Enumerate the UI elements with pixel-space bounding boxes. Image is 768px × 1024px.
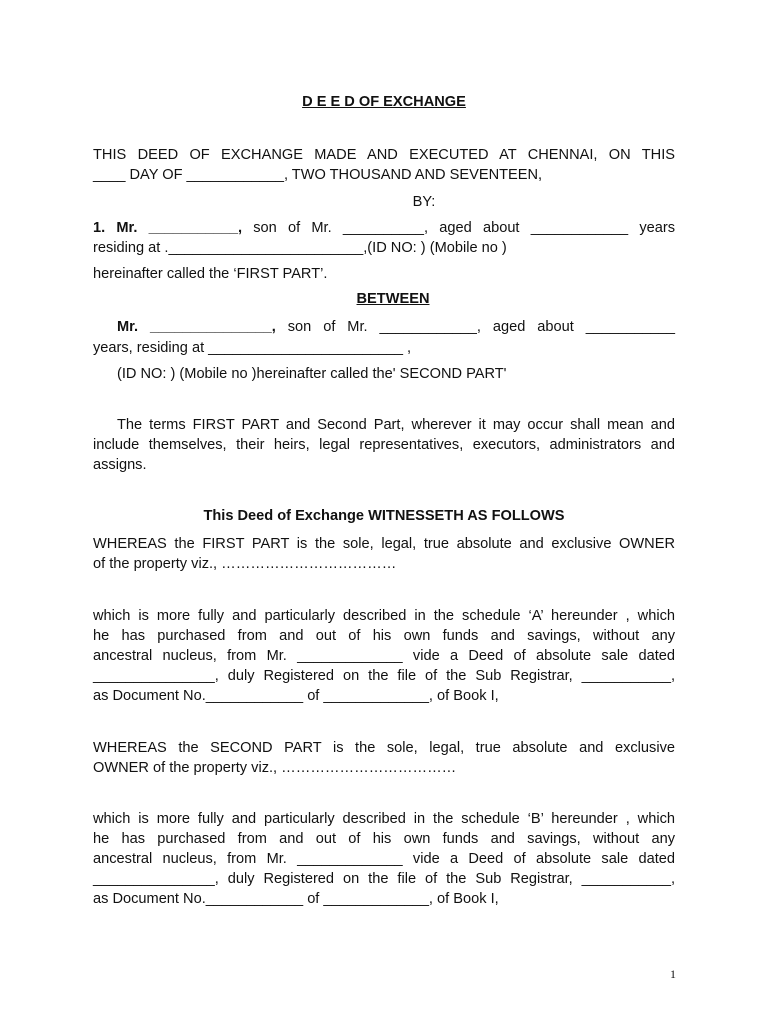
page-number: 1 <box>670 967 676 981</box>
intro-line-1: THIS DEED OF EXCHANGE MADE AND EXECUTED AT CHENNAI, ON THIS <box>93 147 675 163</box>
between-label: BETWEEN <box>356 291 430 307</box>
whereas-first-line-1: WHEREAS the FIRST PART is the sole, legal, true absolute and exclusive OWNER <box>93 536 675 552</box>
first-party-name: 1. Mr. ___________, <box>93 220 243 236</box>
first-party-line-2: residing at .________________________,(ID NO: ) (Mobile no ) <box>93 240 507 256</box>
second-party-line-2: years, residing at ________________________ , <box>93 340 412 356</box>
whereas-second-line-1: WHEREAS the SECOND PART is the sole, legal, true absolute and exclusive <box>93 740 675 756</box>
whereas-second-line-2: OWNER of the property viz., ……………………………… <box>93 760 457 776</box>
second-party-line-1 <box>117 317 675 337</box>
terms-line-1: The terms FIRST PART and Second Part, wherever it may occur shall mean and <box>117 417 675 433</box>
schedule-b-line-4: _______________, duly Registered on the file of the Sub Registrar, ___________, <box>93 871 675 887</box>
schedule-b-line-3: ancestral nucleus, from Mr. _____________ vide a Deed of absolute sale dated <box>93 851 675 867</box>
terms-line-2: include themselves, their heirs, legal representatives, executors, administrators and <box>93 437 675 453</box>
second-party-line-1-rest: son of Mr. ____________, aged about ___________ <box>287 319 675 335</box>
intro-line-2: ____ DAY OF ____________, TWO THOUSAND AND SEVENTEEN, <box>93 167 543 183</box>
schedule-a-line-3: ancestral nucleus, from Mr. _____________ vide a Deed of absolute sale dated <box>93 648 675 664</box>
schedule-b-line-2: he has purchased from and out of his own funds and savings, without any <box>93 831 675 847</box>
first-party-line-1-rest: son of Mr. __________, aged about ____________ years <box>253 220 675 236</box>
document-title: D E E D OF EXCHANGE <box>302 94 466 110</box>
second-party-line-3: (ID NO: ) (Mobile no )hereinafter called the' SECOND PART' <box>117 366 507 382</box>
first-party-line-3: hereinafter called the ‘FIRST PART’. <box>93 266 328 282</box>
by-label: BY: <box>412 194 436 210</box>
terms-line-3: assigns. <box>93 457 147 473</box>
schedule-a-line-4: _______________, duly Registered on the file of the Sub Registrar, ___________, <box>93 668 675 684</box>
schedule-a-line-2: he has purchased from and out of his own funds and savings, without any <box>93 628 675 644</box>
schedule-b-line-1: which is more fully and particularly described in the schedule ‘B’ hereunder , which <box>93 811 675 827</box>
witness-heading: This Deed of Exchange WITNESSETH AS FOLLOWS <box>203 508 565 524</box>
schedule-a-line-5: as Document No.____________ of _____________, of Book I, <box>93 688 499 704</box>
schedule-a-line-1: which is more fully and particularly described in the schedule ‘A’ hereunder , which <box>93 608 675 624</box>
whereas-first-line-2: of the property viz., ……………………………… <box>93 556 397 572</box>
schedule-b-line-5: as Document No.____________ of _____________, of Book I, <box>93 891 499 907</box>
second-party-name: Mr. _______________, <box>117 319 276 335</box>
first-party-line-1 <box>93 218 675 238</box>
